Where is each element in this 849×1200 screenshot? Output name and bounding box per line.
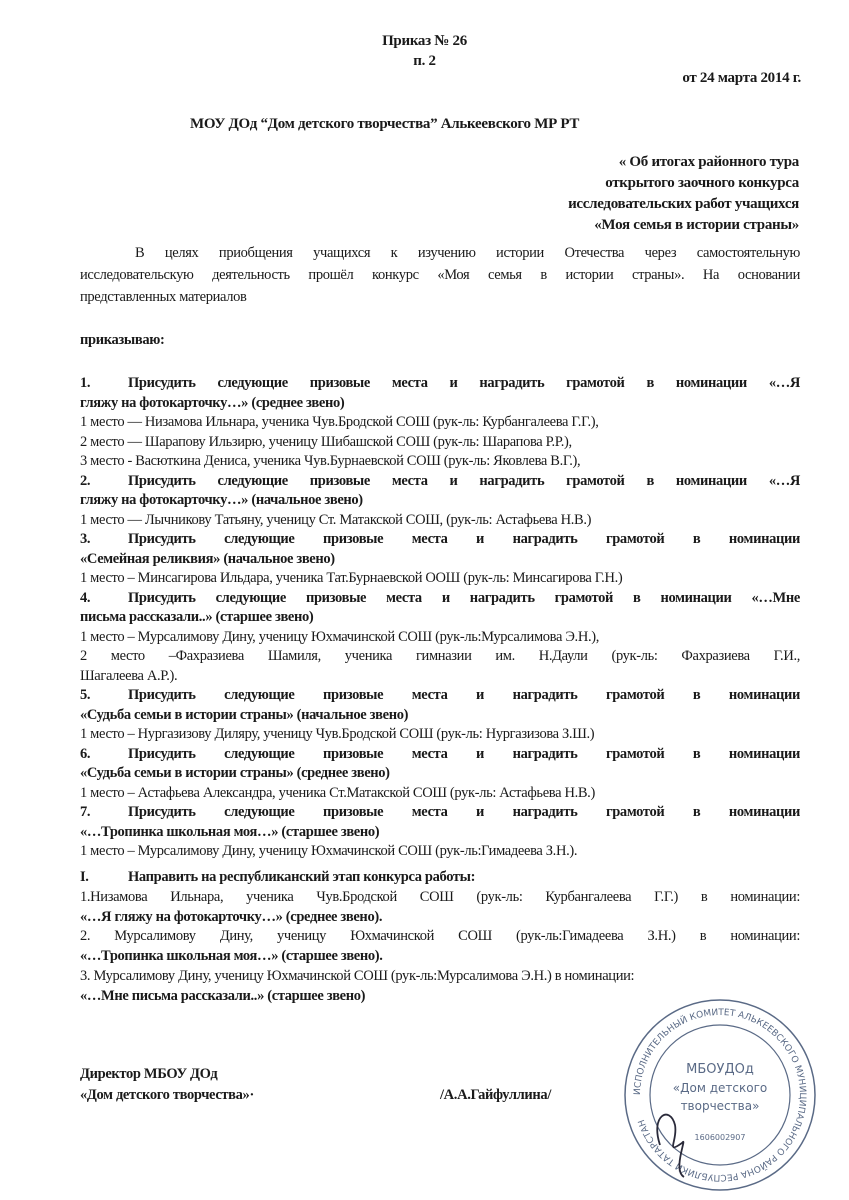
stamp-code: 1606002907 (694, 1133, 746, 1142)
item-number: 1. (80, 375, 91, 391)
place-entry: 1 место – Мурсалимову Дину, ученицу Юхмачинской СОШ (рук-ль:Гимадеева З.Н.). (80, 843, 578, 859)
subject-line: открытого заочного конкурса (605, 175, 799, 191)
item-header (80, 530, 800, 550)
preamble-line: исследовательскую деятельность прошёл конкурс «Моя семья в истории страны». На основании (80, 267, 800, 283)
item-nomination: «…Тропинка школьная моя…» (старшее звено) (80, 823, 380, 840)
place-entry: 3 место - Васюткина Дениса, ученика Чув.Бурнаевской СОШ (рук-ль: Яковлева В.Г.), (80, 453, 581, 469)
subject-line: «Моя семья в истории страны» (594, 217, 799, 233)
preamble-line: В целях приобщения учащихся к изучению истории Отечества через самостоятельную (135, 245, 800, 261)
order-word: приказываю: (80, 332, 165, 348)
place-entry: 2 место –Фахразиева Шамиля, ученика гимназии им. Н.Даули (рук-ль: Фахразиева Г.И., (80, 648, 800, 664)
preamble-line: представленных материалов (80, 289, 247, 305)
item-nomination: «Судьба семьи в истории страны» (начальное звено) (80, 706, 409, 723)
stamp-text: творчества» (680, 1099, 760, 1113)
signature-organization: «Дом детского творчества»· (80, 1087, 254, 1103)
republic-nomination: «…Мне письма рассказали..» (старшее звено) (80, 987, 366, 1004)
order-subject (568, 152, 799, 236)
item-nomination: «Семейная реликвия» (начальное звено) (80, 550, 335, 567)
section-title: Направить на республиканский этап конкурса работы: (128, 869, 476, 885)
order-point: п. 2 (413, 53, 436, 69)
item-header (80, 686, 800, 706)
stamp-text: «Дом детского (672, 1081, 768, 1095)
item-number: 4. (80, 589, 91, 606)
item-header-text: Присудить следующие призовые места и наградить грамотой в номинации (128, 687, 800, 703)
stamp-ring-text: ИСПОЛНИТЕЛЬНЫЙ КОМИТЕТ АЛЬКЕЕВСКОГО МУНИЦИПАЛЬНОГО РАЙОНА РЕСПУБЛИКИ ТАТАРСТАН (632, 1007, 808, 1183)
item-header-text: Присудить следующие призовые места и наградить грамотой в номинации (128, 745, 800, 762)
place-entry: Шагалеева А.Р.). (80, 667, 178, 684)
item-nomination: «Судьба семьи в истории страны» (среднее звено) (80, 765, 390, 781)
official-stamp (620, 995, 820, 1195)
item-number: 6. (80, 745, 91, 762)
item-nomination: письма рассказали..» (старшее звено) (80, 609, 314, 625)
republic-entry: 1.Низамова Ильнара, ученика Чув.Бродской СОШ (рук-ль: Курбангалеева Г.Г.) в номинации: (80, 888, 800, 905)
preamble (80, 242, 800, 308)
republic-entry: 3. Мурсалимову Дину, ученицу Юхмачинской СОШ (рук-ль:Мурсалимова Э.Н.) в номинации: (80, 967, 635, 984)
item-header-text: Присудить следующие призовые места и наградить грамотой в номинации (128, 531, 800, 547)
stamp-inner-ring (650, 1025, 790, 1165)
signature-position: Директор МБОУ ДОд (80, 1066, 218, 1082)
place-entry: 1 место – Астафьева Александра, ученика Ст.Матакской СОШ (рук-ль: Астафьева Н.В.) (80, 784, 595, 801)
place-entry: 1 место — Низамова Ильнара, ученика Чув.Бродской СОШ (рук-ль: Курбангалеева Г.Г.), (80, 414, 599, 430)
place-entry: 2 место — Шарапову Ильзирю, ученицу Шибашской СОШ (рук-ль: Шарапова Р.Р.), (80, 433, 572, 450)
stamp-outer-ring (625, 1000, 815, 1190)
item-number: 5. (80, 687, 91, 703)
item-header-text: Присудить следующие призовые места и наградить грамотой в номинации «…Мне (128, 589, 800, 606)
republic-nomination: «…Тропинка школьная моя…» (старшее звено). (80, 948, 383, 965)
section-number: I. (80, 869, 89, 885)
item-header-text: Присудить следующие призовые места и наградить грамотой в номинации «…Я (128, 472, 800, 489)
item-header (80, 472, 800, 492)
place-entry: 1 место — Лычникову Татьяну, ученицу Ст. Матакской СОШ, (рук-ль: Астафьева Н.В.) (80, 511, 592, 528)
item-header (80, 803, 800, 823)
item-header-text: Присудить следующие призовые места и наградить грамотой в номинации (128, 804, 800, 820)
item-number: 2. (80, 472, 91, 489)
subject-line: исследовательских работ учащихся (568, 196, 799, 212)
award-items (80, 374, 800, 862)
place-entry: 1 место – Минсагирова Ильдара, ученика Тат.Бурнаевской ООШ (рук-ль: Минсагирова Г.Н.) (80, 570, 623, 586)
order-title: Приказ № 26 (382, 33, 467, 49)
place-entry: 1 место – Нургазизову Диляру, ученицу Чув.Бродской СОШ (рук-ль: Нургазизова З.Ш.) (80, 726, 595, 742)
organization-name: МОУ ДОд “Дом детского творчества” Алькеевского МР РТ (190, 116, 580, 132)
republic-nomination: «…Я гляжу на фотокарточку…» (среднее звено). (80, 908, 383, 925)
signatory-name: /А.А.Гайфуллина/ (440, 1087, 551, 1103)
item-nomination: гляжу на фотокарточку…» (начальное звено) (80, 492, 363, 508)
item-number: 3. (80, 531, 91, 547)
item-nomination: гляжу на фотокарточку…» (среднее звено) (80, 394, 345, 411)
stamp-text: МБОУДОд (686, 1062, 754, 1077)
item-header (80, 374, 800, 394)
item-header (80, 745, 800, 765)
place-entry: 1 место – Мурсалимову Дину, ученицу Юхмачинской СОШ (рук-ль:Мурсалимова Э.Н.), (80, 628, 599, 645)
item-number: 7. (80, 804, 91, 820)
item-header-text: Присудить следующие призовые места и наградить грамотой в номинации «…Я (128, 375, 800, 391)
subject-line: « Об итогах районного тура (618, 154, 799, 170)
republic-section (80, 868, 800, 1007)
republic-entry: 2. Мурсалимову Дину, ученицу Юхмачинской СОШ (рук-ль:Гимадеева З.Н.) в номинации: (80, 928, 800, 945)
order-date: от 24 марта 2014 г. (682, 70, 801, 86)
item-header (80, 589, 800, 609)
